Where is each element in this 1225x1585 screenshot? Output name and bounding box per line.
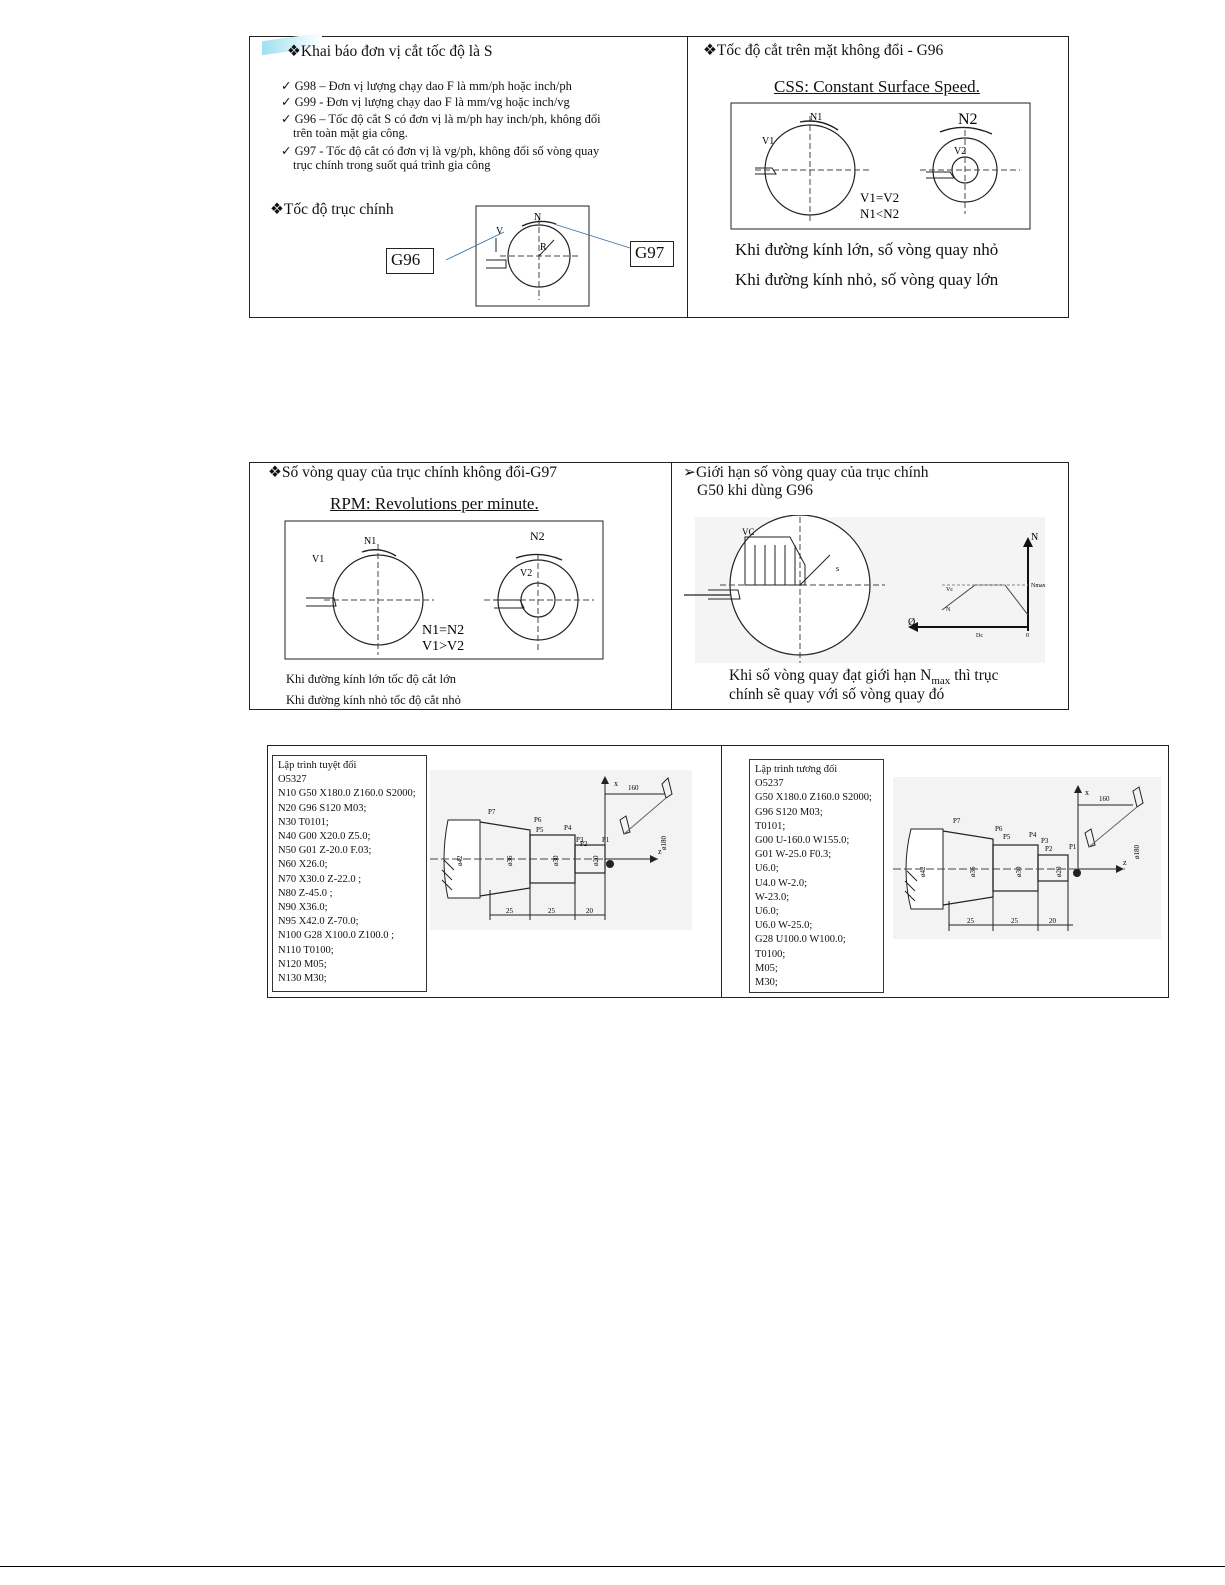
g50-heading-line-1: ➢Giới hạn số vòng quay của trục chính	[683, 464, 929, 481]
g97-label: G97	[635, 243, 665, 262]
css-n1-label: N1	[810, 112, 823, 123]
rpm-diagram	[284, 520, 606, 662]
rpm-subtitle: RPM: Revolutions per minute.	[330, 494, 539, 513]
abs-p7: P7	[488, 808, 496, 816]
slide-1-bullet-g97: ✓ G97 - Tốc độ cắt có đơn vị là vg/ph, không đổi số vòng quay	[281, 144, 600, 158]
abs-l25b: 25	[548, 907, 555, 915]
abs-l20: 20	[586, 907, 593, 915]
inc-z: z	[1123, 858, 1127, 867]
abs-d42: ø42	[456, 855, 464, 866]
page-bottom-rule	[0, 1566, 1225, 1567]
g50-note-sub: max	[931, 675, 951, 688]
abs-x: x	[614, 779, 618, 788]
abs-d180: ø180	[660, 836, 668, 850]
inc-l160: 160	[1099, 795, 1110, 803]
incremental-line: U6.0;	[755, 906, 779, 918]
slide-1-bullet-g96-cont: trên toàn mặt gia công.	[293, 126, 408, 140]
absolute-line: N100 G28 X100.0 Z100.0 ;	[278, 930, 395, 942]
slide-1-bullet-g97-cont: trục chính trong suốt quá trình gia công	[293, 158, 491, 172]
abs-p4: P4	[564, 824, 572, 832]
g50-vc-label: VC	[742, 527, 755, 537]
g50-dia-label: Ø	[908, 617, 916, 628]
incremental-line: G50 X180.0 Z160.0 S2000;	[755, 792, 872, 804]
absolute-line: N50 G01 Z-20.0 F.03;	[278, 845, 372, 857]
inc-d36: ø36	[969, 866, 977, 877]
abs-d30: ø30	[552, 855, 560, 866]
inc-p1: P1	[1069, 843, 1077, 851]
incremental-line: W-23.0;	[755, 891, 790, 903]
incremental-program-panel	[749, 759, 884, 993]
inc-d42: ø42	[919, 866, 927, 877]
g50-s-label: s	[836, 564, 840, 573]
rpm-eq2: V1>V2	[422, 639, 465, 654]
slide-1-left-heading: ❖Khai báo đơn vị cắt tốc độ là S	[287, 43, 493, 60]
incremental-program-title: Lập trình tương đối	[755, 764, 838, 775]
rpm-v2-label: V2	[520, 568, 533, 579]
css-subtitle: CSS: Constant Surface Speed.	[774, 77, 980, 96]
incremental-line: M05;	[755, 962, 778, 974]
inc-p3: P3	[1041, 837, 1049, 845]
absolute-line: N110 T0100;	[278, 944, 334, 956]
inc-p2: P2	[1045, 845, 1053, 853]
incremental-line: U4.0 W-2.0;	[755, 877, 808, 889]
g50-note-line-2: chính sẽ quay với số vòng quay đó	[729, 686, 945, 703]
inc-p6: P6	[995, 825, 1003, 833]
absolute-line: N60 X26.0;	[278, 859, 328, 871]
inc-l25b: 25	[1011, 917, 1018, 925]
absolute-line: N20 G96 S120 M03;	[278, 802, 367, 814]
incremental-line: G96 S120 M03;	[755, 806, 823, 818]
inc-d30: ø30	[1015, 866, 1023, 877]
inc-p5: P5	[1003, 833, 1011, 841]
css-eq1: V1=V2	[860, 190, 900, 205]
slide-1-divider	[687, 36, 688, 318]
abs-l160: 160	[628, 784, 639, 792]
css-n2-label: N2	[958, 111, 978, 128]
abs-p3: P3	[576, 836, 584, 844]
slide-1-bullet-g99: ✓ G99 - Đơn vị lượng chạy dao F là mm/vg hoặc inch/vg	[281, 95, 570, 109]
slide-3-divider	[721, 745, 722, 998]
abs-p6: P6	[534, 816, 542, 824]
absolute-line: N90 X36.0;	[278, 902, 328, 914]
g50-note-line-1-b: thì trục	[950, 667, 999, 684]
slide-2-left-heading: ❖Số vòng quay của trục chính không đổi-G97	[268, 464, 557, 481]
g50-diagram	[680, 515, 1050, 665]
inc-l20: 20	[1049, 917, 1056, 925]
css-note-2: Khi đường kính nhỏ, số vòng quay lớn	[735, 270, 999, 289]
absolute-line: N80 Z-45.0 ;	[278, 887, 333, 899]
g50-nmax-label: Nmax	[1031, 583, 1046, 589]
incremental-line: G28 U100.0 W100.0;	[755, 934, 846, 946]
slide-1-right-heading: ❖Tốc độ cắt trên mặt không đổi - G96	[703, 42, 944, 59]
abs-d36: ø36	[506, 855, 514, 866]
g50-heading-line-2: G50 khi dùng G96	[697, 482, 813, 499]
css-diagram	[730, 102, 1032, 230]
absolute-line: N40 G00 X20.0 Z5.0;	[278, 831, 371, 843]
css-v2-label: V2	[954, 146, 967, 157]
absolute-line: N10 G50 X180.0 Z160.0 S2000;	[278, 788, 416, 800]
g50-n-label: N	[1031, 532, 1039, 543]
rpm-note-1: Khi đường kính lớn tốc độ cắt lớn	[286, 672, 456, 686]
absolute-program-panel	[272, 755, 427, 992]
abs-z: z	[658, 847, 662, 856]
inc-p4: P4	[1029, 831, 1037, 839]
g50-vc-small-label: Vc	[946, 587, 953, 593]
rpm-n2-label: N2	[530, 529, 545, 543]
incremental-line: O5237	[755, 778, 784, 790]
inc-d180: ø180	[1133, 845, 1141, 859]
absolute-line: N95 X42.0 Z-70.0;	[278, 916, 359, 928]
abs-d20: ø20	[592, 855, 600, 866]
g50-note-line-1-a: Khi số vòng quay đạt giới hạn N	[729, 667, 932, 684]
css-v1-label: V1	[762, 136, 775, 147]
abs-p5: P5	[536, 826, 544, 834]
g50-note-line-1	[729, 667, 999, 687]
abs-p2: P2	[580, 840, 588, 848]
slide-1-bullet-g98: ✓ G98 – Đơn vị lượng chạy dao F là mm/ph hoặc inch/ph	[281, 79, 572, 93]
css-note-1: Khi đường kính lớn, số vòng quay nhỏ	[735, 240, 999, 259]
slide-1-bullet-g96: ✓ G96 – Tốc độ cắt S có đơn vị là m/ph hay inch/ph, không đổi	[281, 112, 601, 126]
g50-n-small-label: N	[946, 607, 951, 613]
part-drawing-incremental	[893, 777, 1161, 939]
absolute-line: O5327	[278, 774, 307, 786]
incremental-line: G01 W-25.0 F0.3;	[755, 849, 832, 861]
rpm-v1-label: V1	[312, 554, 325, 565]
g50-zero-label: 0	[1026, 633, 1029, 639]
absolute-program-title: Lập trình tuyệt đối	[278, 760, 357, 771]
incremental-line: U6.0 W-25.0;	[755, 920, 813, 932]
absolute-line: N30 T0101;	[278, 816, 329, 828]
g50-dc-label: Dc	[976, 633, 983, 639]
absolute-line: N70 X30.0 Z-22.0 ;	[278, 873, 362, 885]
inc-x: x	[1085, 788, 1089, 797]
incremental-line: U6.0;	[755, 863, 779, 875]
absolute-line: N130 M30;	[278, 973, 327, 985]
inc-l25a: 25	[967, 917, 974, 925]
diagram-v-label: V	[496, 226, 504, 237]
rpm-note-2: Khi đường kính nhỏ tốc độ cắt nhỏ	[286, 693, 461, 707]
g96-label: G96	[391, 250, 421, 269]
part-drawing-absolute	[430, 770, 692, 930]
spindle-speed-diagram	[434, 200, 634, 310]
abs-p1: P1	[602, 836, 610, 844]
abs-l25a: 25	[506, 907, 513, 915]
rpm-n1-label: N1	[364, 536, 377, 547]
css-eq2: N1<N2	[860, 206, 900, 221]
incremental-line: G00 U-160.0 W155.0;	[755, 835, 850, 847]
diagram-n-label: N	[534, 212, 542, 223]
rpm-eq1: N1=N2	[422, 623, 465, 638]
absolute-line: N120 M05;	[278, 958, 327, 970]
spindle-speed-heading: ❖Tốc độ trục chính	[270, 201, 394, 218]
incremental-line: T0101;	[755, 820, 786, 832]
incremental-line: M30;	[755, 977, 778, 989]
slide-2-divider	[671, 462, 672, 710]
diagram-r-label: R	[540, 242, 547, 253]
incremental-line: T0100;	[755, 948, 786, 960]
inc-p7: P7	[953, 817, 961, 825]
inc-d20: ø20	[1055, 866, 1063, 877]
